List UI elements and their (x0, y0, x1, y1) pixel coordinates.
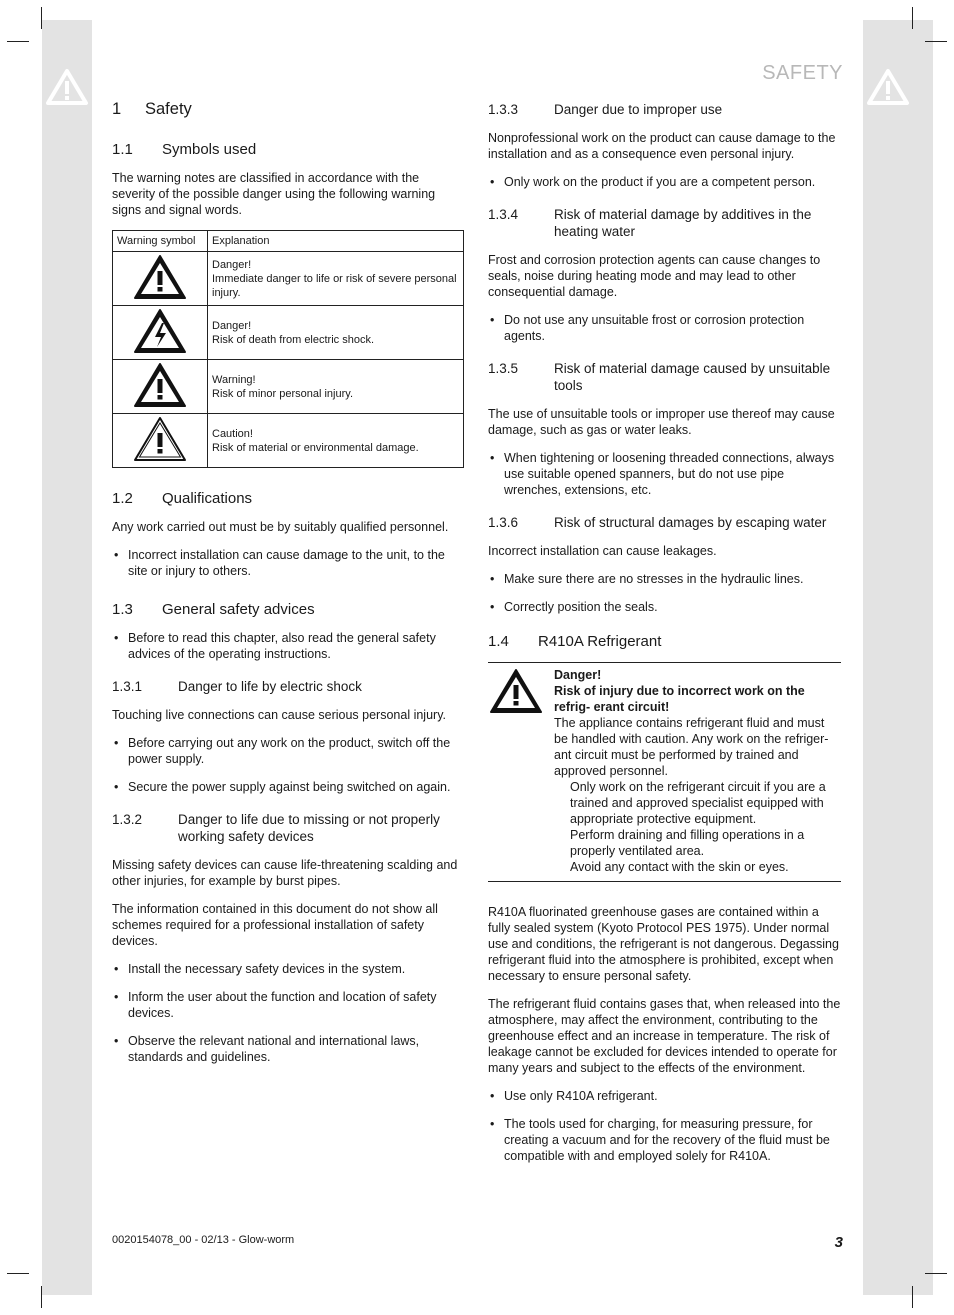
symbol-cell (113, 306, 208, 360)
explanation-cell (208, 306, 464, 360)
paragraph: Touching live connections can cause serious personal injury. (112, 708, 446, 722)
crop-mark (912, 7, 913, 29)
bullet-list (488, 174, 841, 190)
explanation-text: Risk of minor personal injury. (212, 387, 354, 400)
heading-number: 1.3 (112, 601, 133, 618)
list-item: • Make sure there are no stresses in the hydraulic lines. (488, 571, 841, 587)
section-heading (112, 100, 464, 119)
list-item: • Incorrect installation can cause damage to the unit, to the site or injury to others. (112, 547, 464, 579)
signal-word: Danger! (212, 319, 252, 332)
heading-number: 1.3.3 (488, 102, 519, 117)
heading-1-3-4 (488, 206, 841, 240)
heading-1-3 (112, 601, 464, 618)
danger-triangle-icon (488, 667, 544, 715)
heading-number: 1.2 (112, 490, 133, 507)
notice-subheading: Risk of injury due to incorrect work on the refrig- erant circuit! (554, 684, 805, 714)
header-title: SAFETY (762, 62, 843, 84)
warning-triangle-icon (132, 361, 188, 409)
heading-1-1 (112, 141, 464, 158)
crop-mark (912, 1286, 913, 1308)
list-item: • The tools used for charging, for measuring pressure, for creating a vacuum and for the recovery of the fluid must be compatible with and employed solely for R410A. (488, 1116, 841, 1164)
danger-triangle-icon (132, 253, 188, 301)
heading-number: 1.3.6 (488, 515, 519, 530)
left-column (112, 96, 464, 1077)
column-header: Warning symbol (113, 231, 208, 252)
left-margin-bar (42, 20, 92, 1295)
notice-signal-word: Danger! (554, 668, 602, 682)
list-item: • Do not use any unsuitable frost or corrosion protection agents. (488, 312, 841, 344)
table-row (113, 414, 464, 468)
symbol-cell (113, 360, 208, 414)
paragraph: Frost and corrosion protection agents can cause changes to seals, noise during heating mode and may lead to other consequential damage. (488, 253, 821, 299)
crop-mark (7, 1273, 29, 1274)
electric-shock-icon (132, 307, 188, 355)
heading-title: General safety advices (162, 601, 315, 618)
right-margin-bar (863, 20, 933, 1295)
heading-number: 1.1 (112, 141, 133, 158)
list-item: • Install the necessary safety devices in the system. (112, 961, 464, 977)
heading-1-3-5 (488, 360, 841, 394)
heading-1-3-1 (112, 678, 464, 695)
symbol-cell (113, 252, 208, 306)
side-warning-icon (45, 68, 89, 106)
section-number: 1 (112, 100, 122, 118)
list-item: • When tightening or loosening threaded connections, always use suitable opened spanners, but do not use pipe wrenches, extensions, etc. (488, 450, 841, 498)
heading-title: Danger to life due to missing or not properly working safety devices (178, 812, 440, 844)
heading-title: Danger due to improper use (554, 102, 723, 117)
explanation-cell (208, 252, 464, 306)
list-item: • Inform the user about the function and location of safety devices. (112, 989, 464, 1021)
signal-word: Danger! (212, 258, 252, 271)
notice-icon-cell (488, 667, 554, 875)
paragraph: The refrigerant fluid contains gases that, when released into the atmosphere, may affect the environment, contributing to the greenhouse effect and an increase in temperature. The risk of leakage cannot be excluded for devices intended to operate for many years and subject to the effects of the environment. (488, 997, 841, 1075)
table-header-row (113, 231, 464, 252)
explanation-text: Risk of death from electric shock. (212, 333, 375, 346)
explanation-cell (208, 414, 464, 468)
crop-mark (7, 41, 29, 42)
list-item: • Observe the relevant national and international laws, standards and guidelines. (112, 1033, 464, 1065)
section-title: Safety (145, 100, 192, 118)
heading-number: 1.3.4 (488, 207, 519, 222)
heading-title: Risk of material damage by additives in the heating water (554, 207, 812, 239)
list-item: • Only work on the product if you are a competent person. (488, 174, 841, 190)
list-item: • Use only R410A refrigerant. (488, 1088, 841, 1104)
bullet-list (112, 630, 464, 662)
heading-title: Danger to life by electric shock (178, 679, 362, 694)
heading-1-3-2 (112, 811, 464, 845)
crop-mark (925, 1273, 947, 1274)
notice-instruction: Only work on the refrigerant circuit if you are a trained and approved specialist equipped with appropriate protective equipment. (570, 780, 826, 826)
crop-mark (41, 7, 42, 29)
bullet-list (488, 312, 841, 344)
notice-instruction: Perform draining and filling operations in a properly ventilated area. (570, 828, 805, 858)
heading-1-4 (488, 633, 841, 650)
column-header: Explanation (208, 231, 464, 252)
signal-word: Warning! (212, 373, 256, 386)
bullet-list (112, 547, 464, 579)
paragraph: Incorrect installation can cause leakages. (488, 544, 717, 558)
heading-title: Symbols used (162, 141, 257, 158)
heading-title: Risk of structural damages by escaping water (554, 515, 827, 530)
warning-symbols-table (112, 230, 464, 468)
heading-title: Risk of material damage caused by unsuitable tools (554, 361, 831, 393)
explanation-cell (208, 360, 464, 414)
heading-number: 1.3.2 (112, 812, 143, 827)
bullet-list (112, 961, 464, 1065)
list-item: • Before to read this chapter, also read the general safety advices of the operating instructions. (112, 630, 464, 662)
list-item: • Correctly position the seals. (488, 599, 841, 615)
paragraph: The warning notes are classified in accordance with the severity of the possible danger using the following warning signs and signal words. (112, 171, 436, 217)
heading-title: R410A Refrigerant (538, 633, 662, 650)
list-item: • Secure the power supply against being switched on again. (112, 779, 464, 795)
table-row (113, 252, 464, 306)
paragraph: Any work carried out must be by suitably qualified personnel. (112, 520, 449, 534)
bullet-list (112, 735, 464, 795)
table-row (113, 360, 464, 414)
paragraph: Nonprofessional work on the product can cause damage to the installation and as a consequence even personal injury. (488, 131, 836, 161)
crop-mark (41, 1286, 42, 1308)
paragraph: The use of unsuitable tools or improper use thereof may cause damage, such as gas or water leaks. (488, 407, 835, 437)
table-row (113, 306, 464, 360)
heading-title: Qualifications (162, 490, 253, 507)
list-item: • Before carrying out any work on the product, switch off the power supply. (112, 735, 464, 767)
danger-notice-box (488, 662, 841, 882)
paragraph: Missing safety devices can cause life-threatening scalding and other injuries, for example by burst pipes. (112, 858, 458, 888)
side-warning-icon (866, 68, 910, 106)
footer-doc-reference: 0020154078_00 - 02/13 - Glow-worm (112, 1234, 295, 1246)
explanation-text: Immediate danger to life or risk of severe personal injury. (212, 272, 457, 299)
explanation-text: Risk of material or environmental damage. (212, 441, 419, 454)
heading-number: 1.3.1 (112, 679, 143, 694)
paragraph: R410A fluorinated greenhouse gases are contained within a fully sealed system (Kyoto Protocol PES 1975). Under normal use and conditions, the refrigerant is not dangerous. Degassing refrigerant fluid into the atmosphere is prohibited, except when necessary to ensure personal safety. (488, 905, 839, 983)
paragraph: The information contained in this document do not show all schemes required for a professional installation of safety devices. (112, 902, 438, 948)
heading-1-3-3 (488, 101, 841, 118)
heading-1-3-6 (488, 514, 841, 531)
bullet-list (488, 450, 841, 498)
signal-word: Caution! (212, 427, 253, 440)
right-column (488, 101, 841, 1176)
notice-text (554, 667, 841, 875)
bullet-list (488, 571, 841, 615)
notice-instruction: Avoid any contact with the skin or eyes. (570, 860, 789, 874)
notice-body: The appliance contains refrigerant fluid and must be handled with caution. Any work on the refriger- ant circuit must be performed by trained and approved personnel. (554, 716, 829, 778)
symbol-cell (113, 414, 208, 468)
caution-triangle-icon (132, 415, 188, 463)
bullet-list (488, 1088, 841, 1164)
heading-1-2 (112, 490, 464, 507)
heading-number: 1.3.5 (488, 361, 519, 376)
crop-mark (925, 41, 947, 42)
heading-number: 1.4 (488, 633, 509, 650)
page-number: 3 (834, 1234, 843, 1251)
